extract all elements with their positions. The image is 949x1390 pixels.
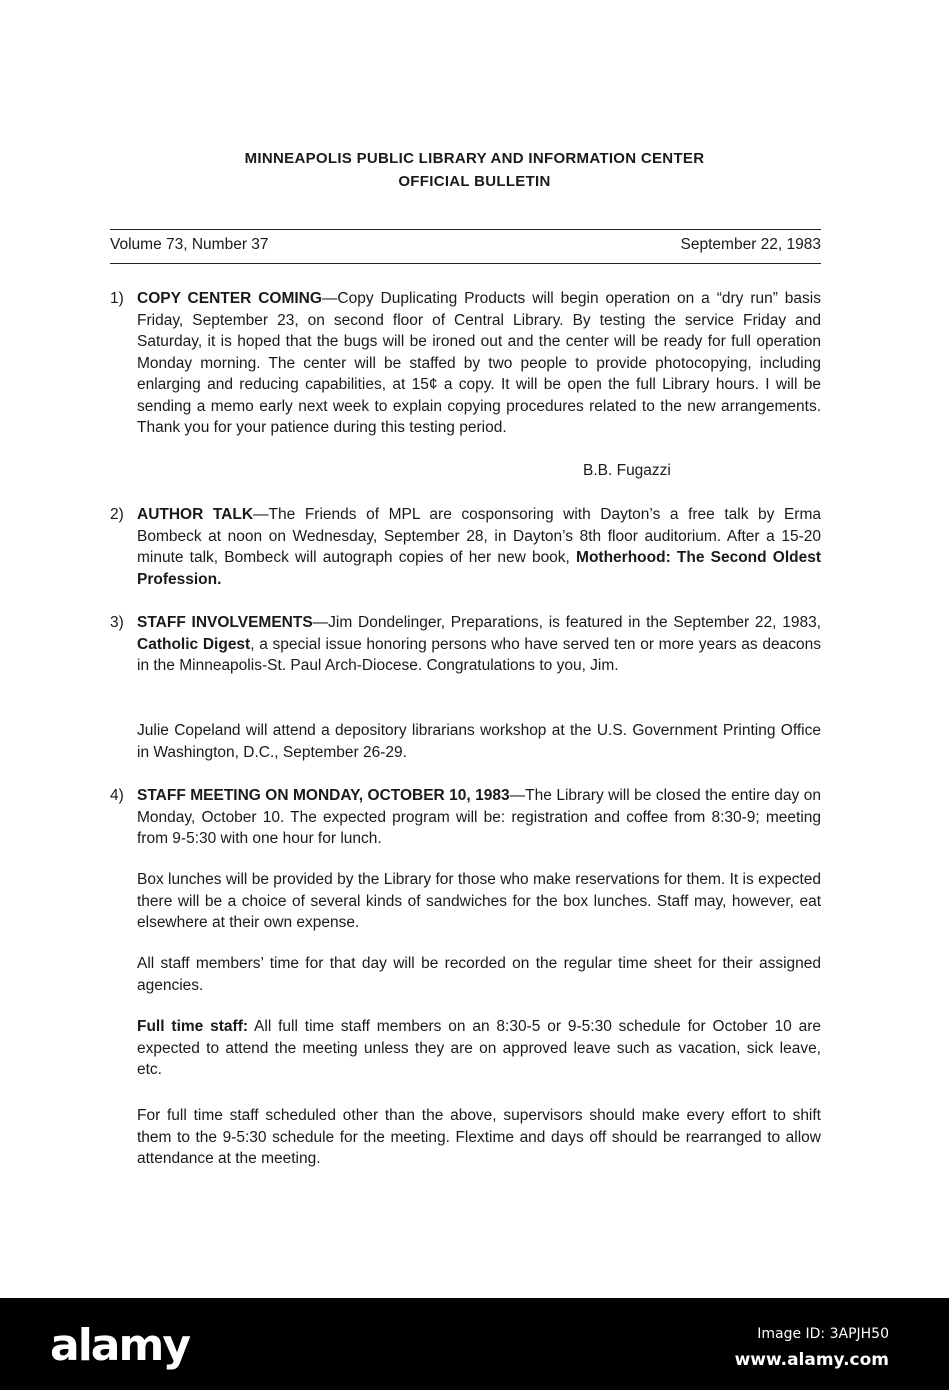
item-text: —The Friends of MPL are cosponsoring with Dayton’s a free talk by Erma Bombeck at noon on Wednesday, September 28, in Dayton’s 8th floor auditorium. After a 15-20 minute talk, Bombeck will autograph copies of her new book, [137,506,821,566]
paragraph-label: Full time staff: [137,1018,249,1035]
item-number: 1) [110,290,124,307]
item-staff-meeting [137,785,821,850]
item-paragraph: All staff members’ time for that day will be recorded on the regular time sheet for their assigned agencies. [137,955,821,994]
signature: B.B. Fugazzi [583,462,671,479]
item-text: , a special issue honoring persons who have served ten or more years as deacons in the Minneapolis-St. Paul Arch-Diocese. Congratulations to you, Jim. [137,635,821,674]
item-number: 3) [110,614,124,631]
item-staff-involvements [137,612,821,677]
item-number: 4) [110,787,124,804]
item-paragraph: Julie Copeland will attend a depository librarians workshop at the U.S. Government Printing Office in Washington, D.C., September 26-29. [137,722,821,761]
header-rule [110,263,821,264]
item-number: 2) [110,506,124,523]
site-url: www.alamy.com [734,1350,889,1370]
bulletin-title: MINNEAPOLIS PUBLIC LIBRARY AND INFORMATION CENTER [244,150,705,167]
alamy-logo: alamy [50,1320,189,1371]
issue-date: September 22, 1983 [680,236,821,253]
book-title: Motherhood: The Second Oldest Profession. [137,549,821,588]
item-paragraph: Box lunches will be provided by the Library for those who make reservations for them. It is expected there will be a choice of several kinds of sandwiches for the box lunches. Staff may, however, eat elsewhere at their own expense. [137,871,821,931]
item-text: —The Library will be closed the entire day on Monday, October 10. The expected program will be: registration and coffee from 8:30-9; meeting from 9-5:30 with one hour for lunch. [137,787,821,847]
top-rule [110,229,821,230]
item-text: All full time staff members on an 8:30-5 or 9-5:30 schedule for October 10 are expected to attend the meeting unless they are on approved leave such as vacation, sick leave, etc. [137,1018,822,1078]
item-author-talk [137,504,821,590]
item-text: —Copy Duplicating Products will begin operation on a “dry run” basis Friday, September 23, on second floor of Central Library. By testing the service Friday and Saturday, it is hoped that the bugs will be ironed out and the center will be ready for full operation Monday morning. The center will be staffed by two people to provide photocopying, including enlarging and reducing capabilities, at 15¢ a copy. It will be open the full Library hours. I will be sending a memo early next week to explain copying procedures related to the new arrangements. Thank you for your patience during this testing period. [137,290,821,436]
volume-number: Volume 73, Number 37 [110,236,269,253]
item-heading: COPY CENTER COMING [137,290,322,307]
image-id: Image ID: 3APJH50 [757,1326,889,1342]
item-text: —Jim Dondelinger, Preparations, is featured in the September 22, 1983, [312,614,821,631]
bulletin-subtitle: OFFICIAL BULLETIN [398,173,551,190]
item-heading: STAFF MEETING ON MONDAY, OCTOBER 10, 1983 [137,787,510,804]
watermark-footer [0,1298,949,1390]
item-heading: STAFF INVOLVEMENTS [137,614,313,631]
item-paragraph [137,1016,821,1081]
publication-title: Catholic Digest [137,635,251,653]
item-paragraph: For full time staff scheduled other than the above, supervisors should make every effort to shift them to the 9-5:30 schedule for the meeting. Flextime and days off should be rearranged to allow attendance at the meeting. [137,1107,821,1167]
item-heading: AUTHOR TALK [137,506,254,523]
item-copy-center [137,288,821,439]
